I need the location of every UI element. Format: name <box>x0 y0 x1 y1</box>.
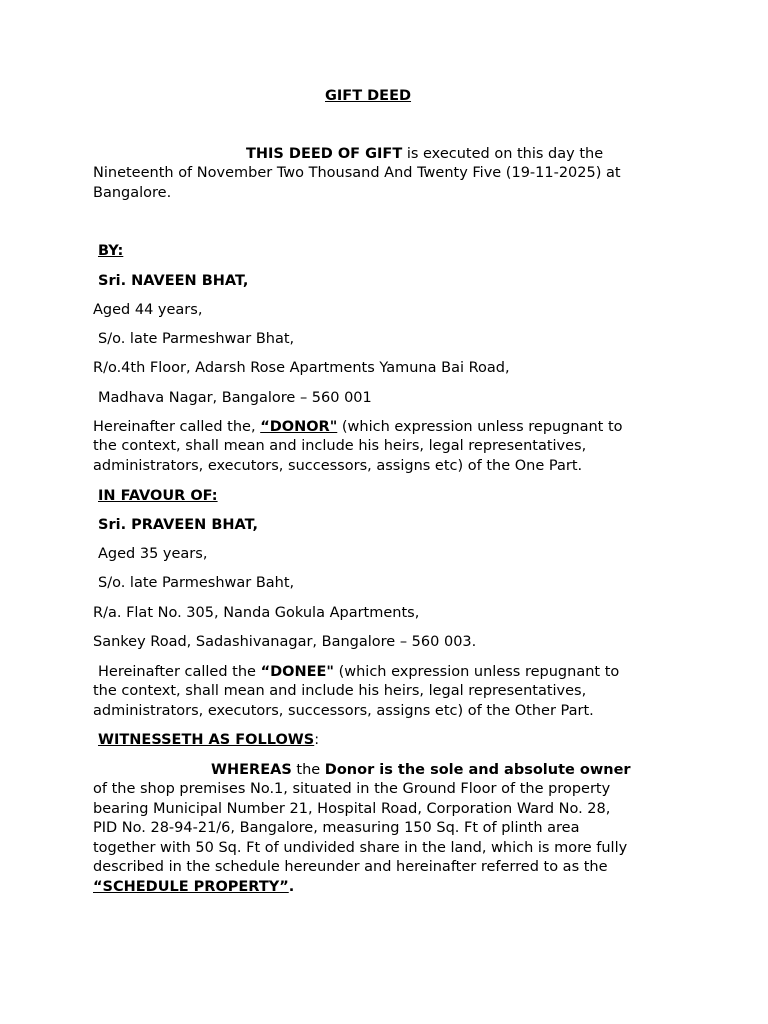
donor-relation: S/o. late Parmeshwar Bhat, <box>98 331 295 347</box>
favour-heading: IN FAVOUR OF: <box>98 488 218 504</box>
donee-address-1: R/a. Flat No. 305, Nanda Gokula Apartments, <box>93 605 420 621</box>
donor-address-1: R/o.4th Floor, Adarsh Rose Apartments Yamuna Bai Road, <box>93 360 510 376</box>
whereas-line-7 <box>93 878 673 898</box>
whereas-line-4: PID No. 28-94-21/6, Bangalore, measuring 150 Sq. Ft of plinth area <box>93 820 580 836</box>
donee-name: Sri. PRAVEEN BHAT, <box>98 517 258 533</box>
intro-line-1 <box>246 145 768 165</box>
donor-name: Sri. NAVEEN BHAT, <box>98 273 249 289</box>
donee-called-line-2: the context, shall mean and include his heirs, legal representatives, <box>93 683 587 699</box>
whereas-the: the <box>291 762 325 778</box>
whereas-line-3: bearing Municipal Number 21, Hospital Road, Corporation Ward No. 28, <box>93 801 611 817</box>
document-title: GIFT DEED <box>325 88 412 104</box>
donee-called-line-3: administrators, executors, successors, assigns etc) of the Other Part. <box>93 703 594 719</box>
donor-called-line-3: administrators, executors, successors, assigns etc) of the One Part. <box>93 458 583 474</box>
witnesseth-heading: WITNESSETH AS FOLLOWS <box>98 732 315 748</box>
whereas-lead: WHEREAS <box>211 762 292 778</box>
donee-address-2: Sankey Road, Sadashivanagar, Bangalore – 560 003. <box>93 634 477 650</box>
donor-called-rest: (which expression unless repugnant to <box>337 419 623 435</box>
donor-called-prefix: Hereinafter called the, <box>93 419 261 435</box>
donee-called-rest: (which expression unless repugnant to <box>333 664 620 680</box>
donee-term: “DONEE" <box>260 664 334 680</box>
donee-called-line-1 <box>98 663 678 683</box>
witnesseth-colon: : <box>314 732 320 748</box>
witnesseth-line <box>98 731 678 751</box>
intro-line-3: Bangalore. <box>93 185 172 201</box>
whereas-line-2: of the shop premises No.1, situated in the Ground Floor of the property <box>93 781 611 797</box>
whereas-line-6: described in the schedule hereunder and hereinafter referred to as the <box>93 859 608 875</box>
donee-called-prefix: Hereinafter called the <box>98 664 261 680</box>
donee-age: Aged 35 years, <box>98 546 208 562</box>
intro-lead: THIS DEED OF GIFT <box>246 146 403 162</box>
intro-rest: is executed on this day the <box>402 146 604 162</box>
whereas-line-5: together with 50 Sq. Ft of undivided share in the land, which is more fully <box>93 840 628 856</box>
by-heading: BY: <box>98 243 124 259</box>
schedule-property-term: “SCHEDULE PROPERTY” <box>93 879 289 895</box>
whereas-line-1 <box>211 761 768 781</box>
intro-line-2: Nineteenth of November Two Thousand And Twenty Five (19-11-2025) at <box>93 165 621 181</box>
donor-called-line-1 <box>93 418 673 438</box>
donor-called-line-2: the context, shall mean and include his heirs, legal representatives, <box>93 438 587 454</box>
donor-address-2: Madhava Nagar, Bangalore – 560 001 <box>98 390 372 406</box>
donor-term: “DONOR" <box>260 419 338 435</box>
donor-age: Aged 44 years, <box>93 302 203 318</box>
whereas-owner: Donor is the sole and absolute owner <box>324 762 631 778</box>
schedule-period: . <box>288 879 295 895</box>
donee-relation: S/o. late Parmeshwar Baht, <box>98 575 295 591</box>
